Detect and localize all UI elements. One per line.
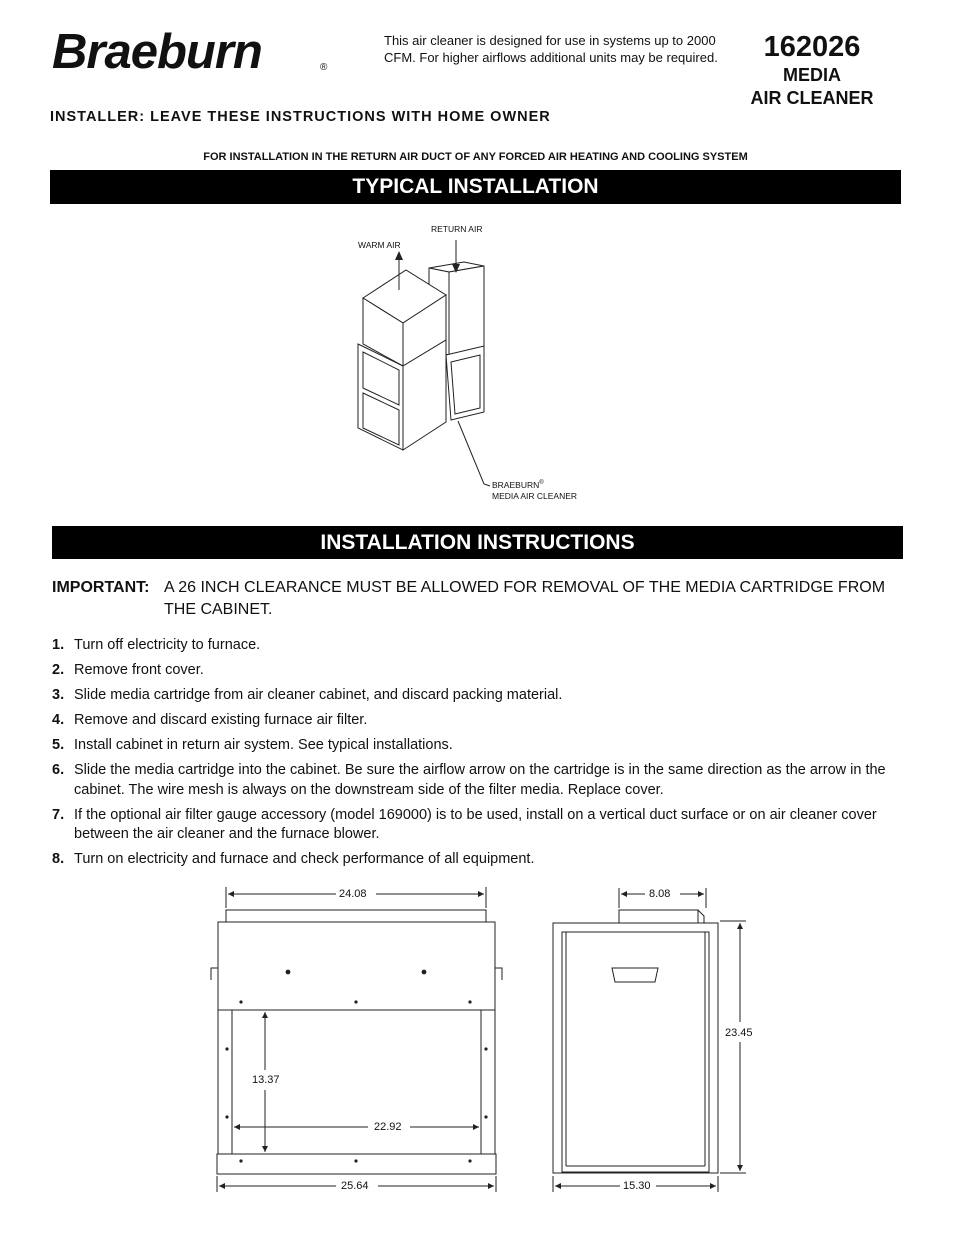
step-text: Turn on electricity and furnace and check performance of all equipment. — [74, 851, 535, 867]
installer-notice: INSTALLER: LEAVE THESE INSTRUCTIONS WITH HOME OWNER — [50, 109, 551, 125]
installation-instructions-heading: INSTALLATION INSTRUCTIONS — [52, 526, 903, 559]
registered-mark: ® — [320, 62, 328, 73]
step-text: Remove and discard existing furnace air filter. — [74, 712, 368, 728]
install-scope: FOR INSTALLATION IN THE RETURN AIR DUCT OF ANY FORCED AIR HEATING AND COOLING SYSTEM — [203, 151, 748, 163]
dim-front-opening-height: 13.37 — [252, 1074, 280, 1086]
dim-side-collar-width: 8.08 — [649, 888, 671, 900]
dim-side-width: 15.30 — [623, 1180, 651, 1192]
dim-side-height: 23.45 — [725, 1027, 753, 1039]
cleaner-registered-mark: ® — [539, 480, 544, 487]
dim-front-opening-width: 22.92 — [374, 1121, 402, 1133]
step-text: Slide media cartridge from air cleaner cabinet, and discard packing material. — [74, 687, 563, 703]
model-number: 162026 — [763, 31, 861, 63]
step-text: Slide the media cartridge into the cabinet. Be sure the airflow arrow on the cartridge is in the same direction as the arrow in the cabinet. The wire mesh is always on the downstream side of the filter media. Replace cover. — [74, 762, 886, 798]
step-number: 8. — [52, 851, 65, 867]
step-text: Turn off electricity to furnace. — [74, 637, 261, 653]
step-number: 6. — [52, 762, 65, 778]
step-number: 3. — [52, 687, 65, 703]
product-line-2: AIR CLEANER — [750, 88, 874, 108]
capacity-note: This air cleaner is designed for use in systems up to 2000 CFM. For higher airflows additional units may be required. — [384, 33, 718, 65]
step-number: 4. — [52, 712, 65, 728]
important-label: IMPORTANT: — [52, 579, 150, 596]
typical-installation-heading: TYPICAL INSTALLATION — [50, 170, 901, 204]
product-line-1: MEDIA — [783, 65, 841, 85]
cleaner-brand: BRAEBURN — [492, 480, 540, 490]
warm-air-label: WARM AIR — [358, 240, 401, 250]
return-air-label: RETURN AIR — [431, 224, 483, 234]
step-text: Remove front cover. — [74, 662, 204, 678]
step-number: 5. — [52, 737, 65, 753]
step-text: If the optional air filter gauge accessory (model 169000) is to be used, install on a vertical duct surface or on air cleaner cover between the air cleaner and the furnace blower. — [74, 806, 877, 842]
step-number: 7. — [52, 806, 65, 823]
dim-front-overall-width: 25.64 — [341, 1180, 369, 1192]
important-text: A 26 INCH CLEARANCE MUST BE ALLOWED FOR REMOVAL OF THE MEDIA CARTRIDGE FROM THE CABINET. — [164, 579, 886, 618]
step-number: 2. — [52, 662, 65, 678]
cleaner-label-line2: MEDIA AIR CLEANER — [492, 491, 578, 501]
step-text: Install cabinet in return air system. See typical installations. — [74, 737, 453, 753]
dim-front-top-width: 24.08 — [339, 888, 367, 900]
brand-logo: Braeburn — [52, 25, 262, 79]
step-number: 1. — [52, 637, 65, 653]
